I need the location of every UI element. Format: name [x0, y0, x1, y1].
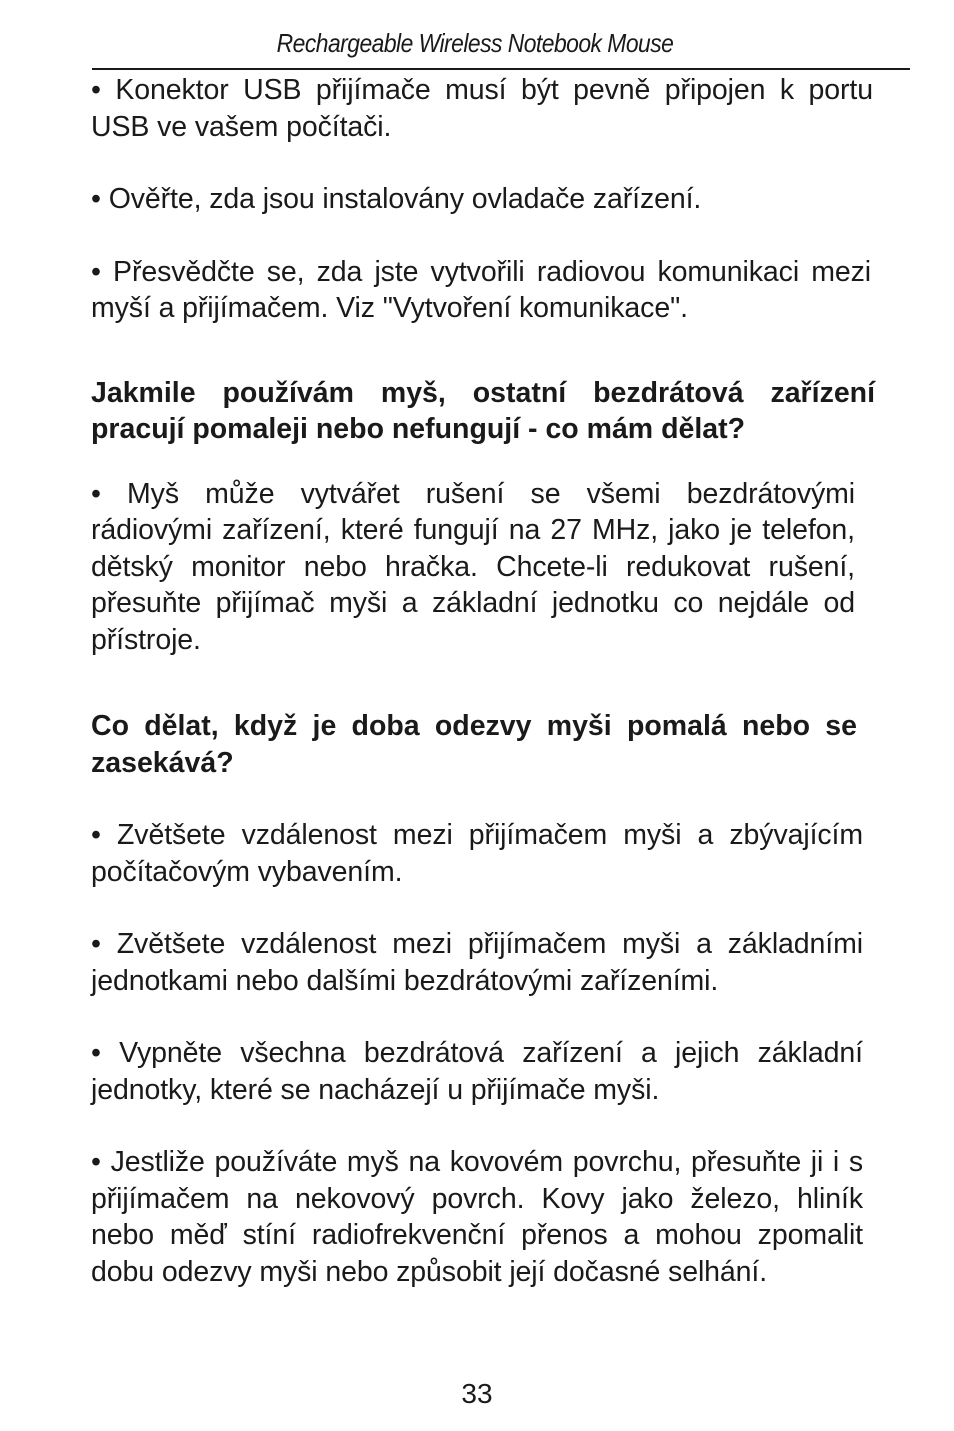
- bullet-check-drivers: • Ověřte, zda jsou instalovány ovladače zařízení.: [91, 183, 702, 215]
- bullet-radio-communication: • Přesvědčte se, zda jste vytvořili radiovou komunikaci mezi myší a přijímačem. Viz "Vytvoření komunikace".: [91, 255, 871, 324]
- section-heading-slow-response: Co dělat, když je doba odezvy myši pomalá nebo se zasekává?: [91, 710, 857, 779]
- section-heading-interference: Jakmile používám myš, ostatní bezdrátová zařízení pracují pomaleji nebo nefungují - co mám dělat?: [91, 376, 875, 445]
- bullet-metal-surface: • Jestliže používáte myš na kovovém povrchu, přesuňte ji i s přijímačem na nekovový povrch. Kovy jako železo, hliník nebo měď stíní radiofrekvenční přenos a mohou zpomalit dobu odezvy myši nebo způsobit její dočasné selhání.: [91, 1146, 863, 1288]
- bullet-usb-connector: • Konektor USB přijímače musí být pevně připojen k portu USB ve vašem počítači.: [91, 74, 873, 143]
- page-header: [92, 26, 910, 70]
- bullet-distance-base-units: • Zvětšete vzdálenost mezi přijímačem myši a základními jednotkami nebo dalšími bezdrátovými zařízeními.: [91, 928, 863, 997]
- bullet-distance-computer: • Zvětšete vzdálenost mezi přijímačem myši a zbývajícím počítačovým vybavením.: [91, 819, 863, 888]
- header-title: Rechargeable Wireless Notebook Mouse: [276, 28, 674, 58]
- page-content: [91, 72, 875, 1290]
- bullet-interference: • Myš může vytvářet rušení se všemi bezdrátovými rádiovými zařízení, které fungují na 27 MHz, jako je telefon, dětský monitor nebo hračka. Chcete-li redukovat rušení, přesuňte přijímač myši a základní jednotku co nejdále od přístroje.: [91, 477, 855, 656]
- page-number: 33: [461, 1378, 493, 1409]
- bullet-turn-off-devices: • Vypněte všechna bezdrátová zařízení a jejich základní jednotky, které se nacházejí u přijímače myši.: [91, 1037, 863, 1106]
